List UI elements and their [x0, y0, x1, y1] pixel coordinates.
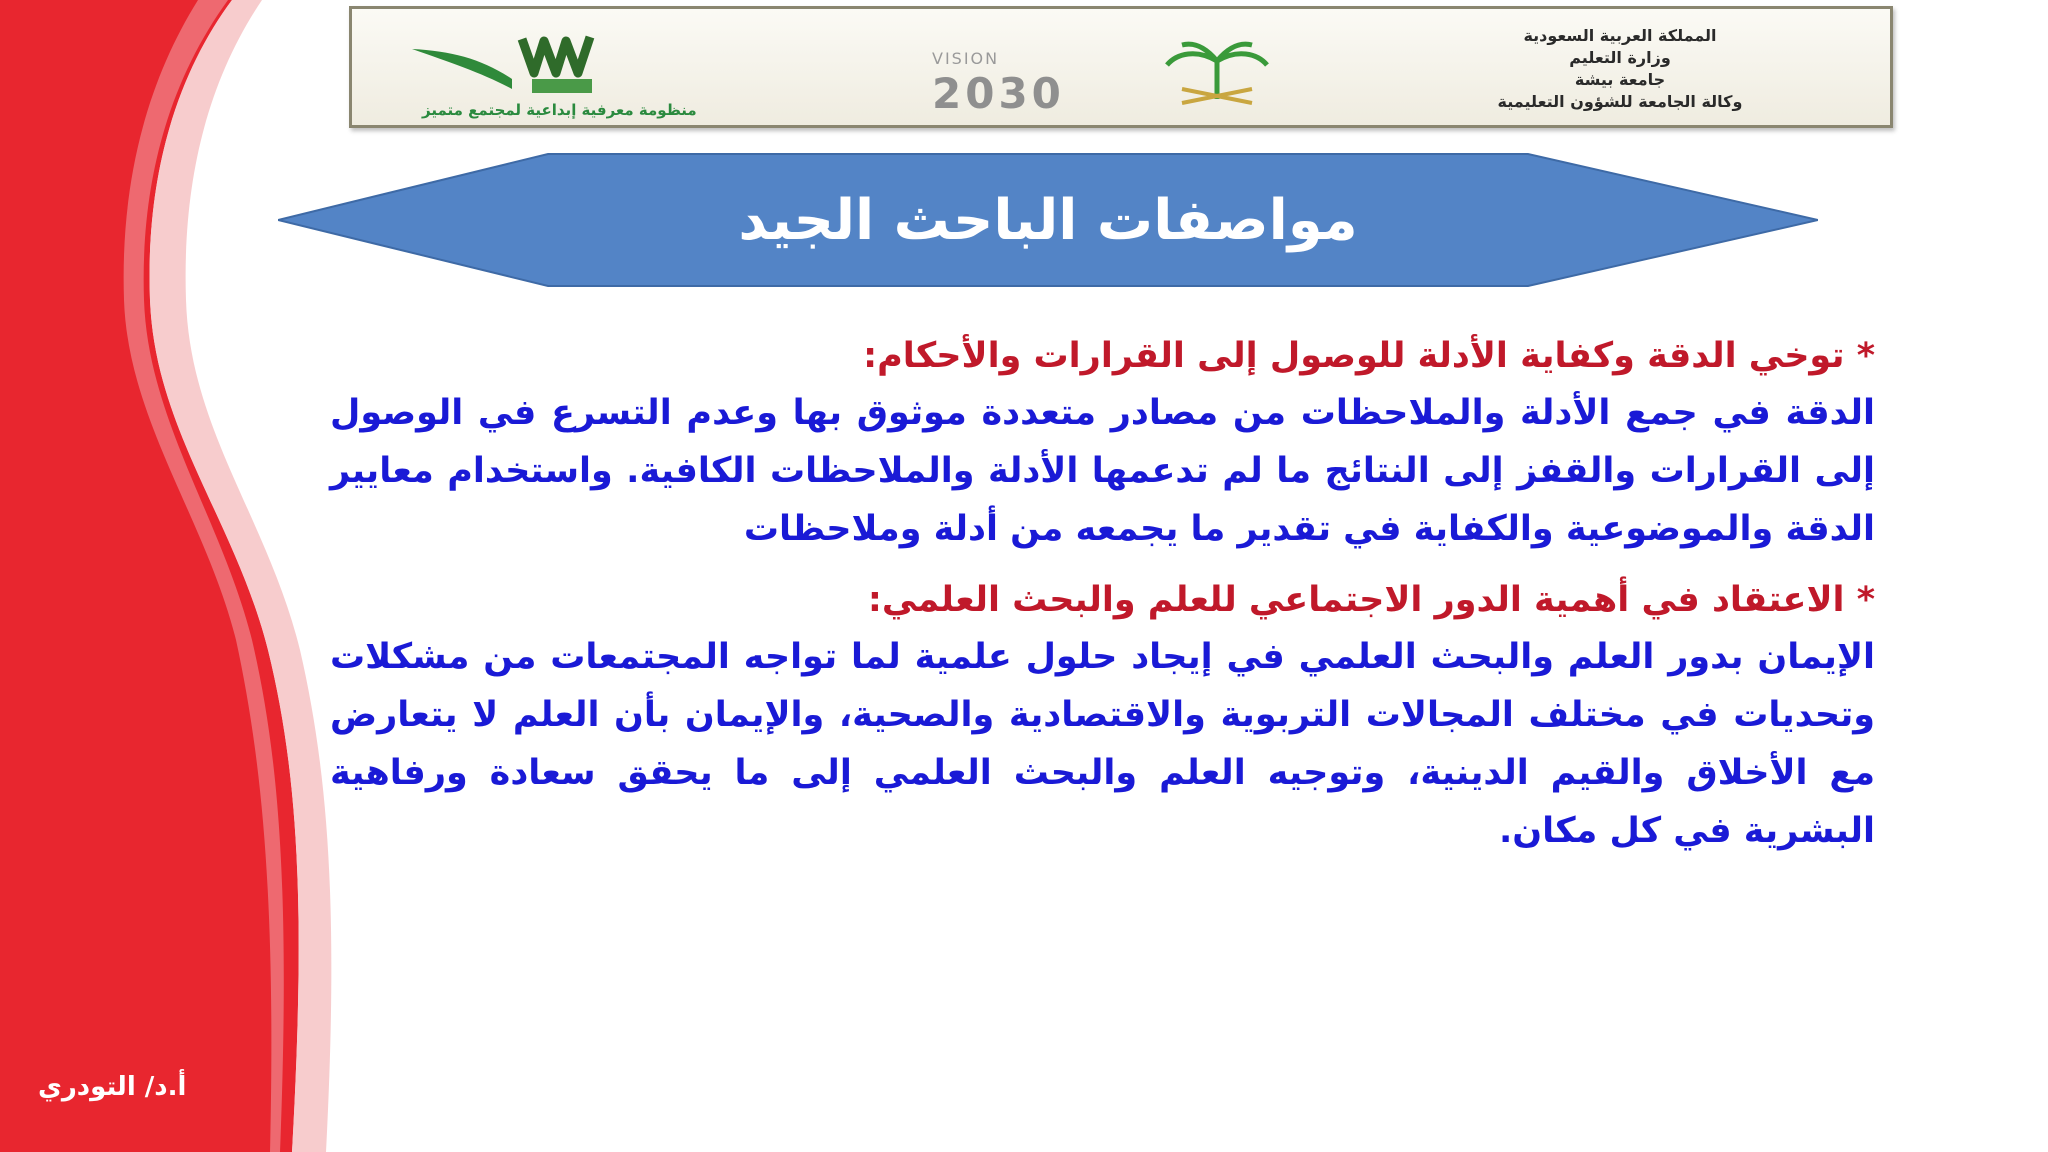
vision-2030-logo — [932, 49, 1152, 123]
university-label: جامعة بيشة — [1574, 70, 1666, 89]
section-2-heading: * الاعتقاد في أهمية الدور الاجتماعي للعلم والبحث العلمي: — [867, 580, 1875, 620]
section-1-heading: * توخي الدقة وكفاية الأدلة للوصول إلى القرارات والأحكام: — [863, 336, 1875, 376]
section-1-body: الدقة في جمع الأدلة والملاحظات من مصادر متعددة موثوق بها وعدم التسرع في الوصول إلى القرارات والقفز إلى النتائج ما لم تدعمها الأدلة والملاحظات الكافية. واستخدام معايير الدقة والموضوعية والكفاية في تقدير ما يجمعه من أدلة وملاحظات — [330, 393, 1875, 549]
palm-swords-emblem-icon — [1162, 39, 1272, 119]
kingdom-label: المملكة العربية السعودية — [1523, 26, 1717, 45]
page-title: مواصفات الباحث الجيد — [738, 187, 1358, 253]
vision-year: 2030 — [932, 69, 1065, 118]
author-name: أ.د/ التودري — [38, 1072, 187, 1102]
ministry-label: وزارة التعليم — [1569, 48, 1671, 67]
content-area — [330, 328, 1875, 860]
ministry-text-block — [1440, 25, 1800, 113]
section-2-body: الإيمان بدور العلم والبحث العلمي في إيجاد حلول علمية لما تواجه المجتمعات من مشكلات وتحديات في مختلف المجالات التربوية والاقتصادية والصحية، والإيمان بأن العلم لا يتعارض مع الأخلاق والقيم الدينية، وتوجيه العلم والبحث العلمي إلى ما يحقق سعادة ورفاهية البشرية في كل مكان. — [330, 637, 1875, 851]
vision-label: VISION — [932, 49, 1000, 68]
agency-label: وكالة الجامعة للشؤون التعليمية — [1497, 92, 1743, 111]
university-tagline: منظومة معرفية إبداعية لمجتمع متميز — [422, 101, 697, 119]
header-banner — [349, 6, 1893, 128]
university-logo-icon — [412, 29, 642, 101]
